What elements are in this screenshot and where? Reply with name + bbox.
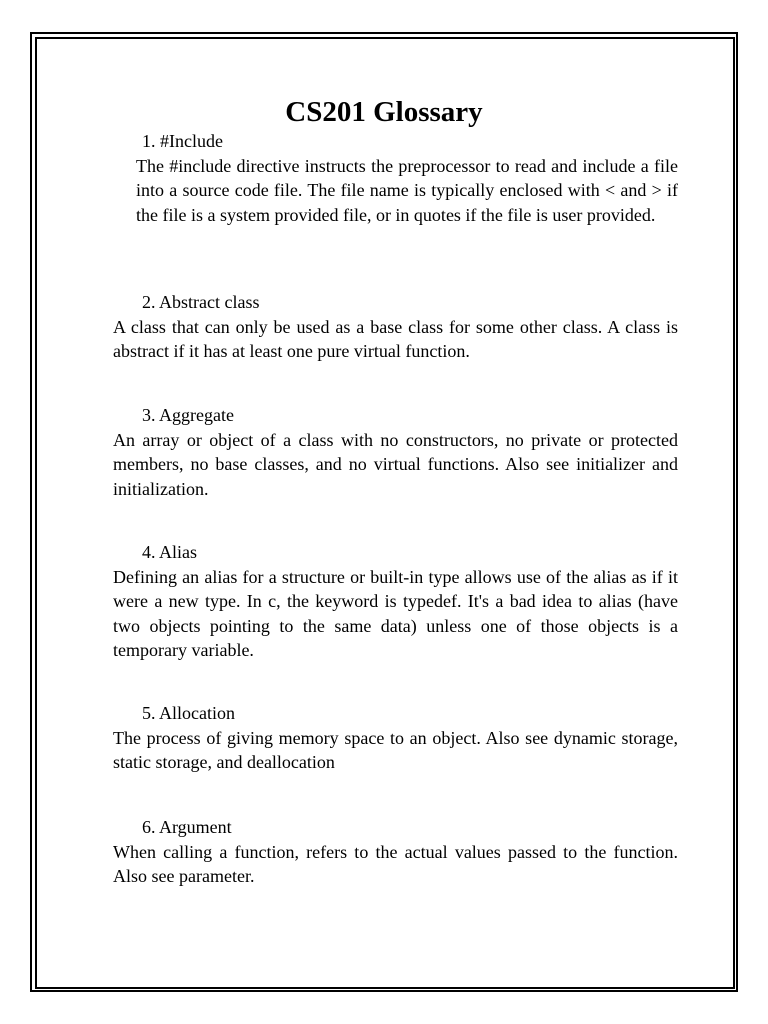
entry-term: Alias — [159, 542, 198, 562]
glossary-entry-abstract-class — [113, 290, 678, 364]
entry-heading — [113, 290, 678, 315]
glossary-entry-aggregate — [113, 403, 678, 501]
glossary-entry-allocation — [113, 701, 678, 775]
entry-definition: A class that can only be used as a base class for some other class. A class is abstract if it has at least one pure virtual function. — [113, 316, 678, 361]
glossary-entry-include — [136, 129, 678, 227]
entry-term: Argument — [159, 817, 232, 837]
entry-heading — [136, 129, 678, 154]
entry-term: #Include — [160, 131, 223, 151]
entry-term: Abstract class — [159, 292, 260, 312]
entry-definition: When calling a function, refers to the actual values passed to the function. Also see parameter. — [113, 841, 678, 886]
entry-number: 4. — [142, 542, 156, 562]
entry-heading — [113, 815, 678, 840]
entry-definition: The process of giving memory space to an object. Also see dynamic storage, static storage, and deallocation — [113, 727, 678, 772]
entry-number: 3. — [142, 405, 156, 425]
entry-number: 5. — [142, 703, 156, 723]
entry-number: 6. — [142, 817, 156, 837]
entry-heading — [113, 403, 678, 428]
entry-definition: The #include directive instructs the preprocessor to read and include a file into a source code file. The file name is typically enclosed with < and > if the file is a system provided file, or in quotes if the file is user provided. — [136, 155, 678, 225]
document-title: CS201 Glossary — [285, 96, 483, 128]
entry-heading — [113, 540, 678, 565]
entry-number: 2. — [142, 292, 156, 312]
entry-heading — [113, 701, 678, 726]
entry-term: Aggregate — [159, 405, 234, 425]
glossary-entry-alias — [113, 540, 678, 663]
entry-definition: An array or object of a class with no constructors, no private or protected members, no base classes, and no virtual functions. Also see initializer and initialization. — [113, 429, 678, 499]
entry-term: Allocation — [159, 703, 235, 723]
entry-definition: Defining an alias for a structure or built-in type allows use of the alias as if it were a new type. In c, the keyword is typedef. It's a bad idea to alias (have two objects pointing to the same data) unless one of those objects is a temporary variable. — [113, 566, 678, 660]
entry-number: 1. — [142, 131, 156, 151]
glossary-entry-argument — [113, 815, 678, 889]
